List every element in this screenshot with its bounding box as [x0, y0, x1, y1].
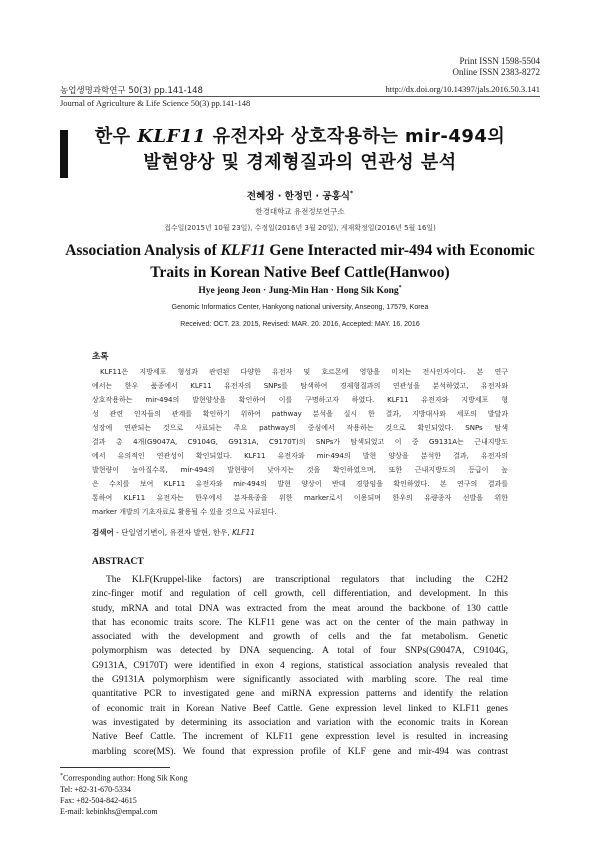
affiliation-en: Genomic Informatics Center, Hankyong national university, Anseong, 17579, Korea — [171, 304, 429, 311]
authors-ko: 전혜정 · 한정민 · 공홍식* — [246, 189, 354, 202]
title-ko — [70, 124, 530, 176]
affiliation-ko: 한경대학교 유전정보연구소 — [255, 207, 345, 216]
abstract-ko-body — [92, 365, 508, 519]
abstract-en-line: the G9131A polymorphism were significantly associated with marbling score. The real time — [92, 675, 508, 686]
abstract-en-line: study, mRNA and total DNA was extracted from the meat around the backbone of 130 cattle — [92, 603, 508, 614]
abstract-ko-line: 에서는 한우 품종에서 KLF11 유전자의 SNPs를 탐색하여 경제형질과의 연관성을 분석하였고, 유전자와 — [92, 382, 508, 390]
footnote-email[interactable]: E-mail: kebinkhs@empal.com — [60, 806, 158, 816]
abstract-en-line: G9131A, C9170T) were identified in exon 4 regions, statistical association analysis revealed that — [92, 660, 508, 671]
journal-name-en: Journal of Agriculture & Life Science 50(3) pp.141-148 — [60, 98, 251, 108]
abstract-en-heading: ABSTRACT — [92, 557, 144, 567]
keywords-label: 검색어 — [92, 528, 114, 537]
authors-en: Hye jeong Jeon · Jung-Min Han · Hong Sik Kong* — [198, 285, 402, 297]
online-issn: Online ISSN 2383-8272 — [452, 67, 540, 77]
header-rule — [60, 96, 540, 97]
abstract-ko-line: 상호작용하는 mir-494의 발현양상을 확인하여 이를 구명하고자 하였다. KLF11 유전자와 지방세포 형 — [92, 396, 508, 404]
title-accent-bar — [60, 130, 68, 178]
title-ko-gene: KLF11 — [137, 126, 206, 147]
footnote-author: *Corresponding author: Hong Sik Kong — [60, 773, 188, 783]
footnote-fax: Fax: +82-504-842-4615 — [60, 795, 137, 805]
journal-name-ko: 농업생명과학연구 50(3) pp.141-148 — [60, 86, 203, 96]
issn-block — [453, 56, 541, 78]
abstract-en-line: quantitative PCR to investigated gene and miRNA expression patterns and identify the relation — [92, 689, 508, 700]
footnote-tel: Tel: +82-31-670-5334 — [60, 784, 131, 794]
title-ko-line1: 한우 KLF11 유전자와 상호작용하는 mir-494의 — [94, 126, 506, 147]
abstract-ko-line: 발현량이 높아질수록, mir-494의 발현량이 낮아지는 것을 확인하였으며, 또한 근내지방도의 등급이 높 — [92, 466, 508, 474]
dates-en: Received: OCT. 23. 2015, Revised: MAR. 20. 2016, Accepted: MAY. 16. 2016 — [180, 321, 420, 328]
abstract-en-line: that has economic traits score. The KLF11 gene was act on the center of the main pathway in — [92, 617, 508, 628]
abstract-en-line: associated with the development and growth of cells and the fat metabolism. Genetic — [92, 632, 508, 643]
abstract-ko-line: marker 개발의 기초자료로 활용될 수 있을 것으로 사료된다. — [92, 508, 277, 516]
abstract-ko-line: 성장에 연관되는 것으로 사료되는 주요 pathway의 중심에서 작용하는 것으로 확인되었다. SNPs 탐색 — [92, 424, 508, 432]
abstract-en-line: of economic trait in Korean Native Beef Cattle. Gene expression level linked to KLF11 genes — [92, 703, 508, 714]
abstract-en-line: The KLF(Kruppel-like factors) are transcriptional regulators that including the C2H2 — [106, 575, 508, 585]
abstract-ko-line: 에서 유의적인 연관성이 확인되었다. KLF11 유전자와 mir-494의 발현 양상을 분석한 결과, 유전자의 — [92, 452, 508, 460]
abstract-en-line: zinc-finger motif and regulation of cell growth, cell differentiation, and development. In this — [92, 589, 508, 600]
corresponding-mark: * — [349, 189, 354, 197]
abstract-ko-line: 성 관련 인자들의 관계를 확인하기 위하여 pathway 분석을 실시 한 결과, 지방대사와 세포의 발달과 — [92, 410, 508, 418]
abstract-en-body — [92, 573, 508, 759]
abstract-en-line: marbling score(MS). We found that expression profile of KLF gene and mir-494 was contrast — [92, 746, 508, 757]
keywords: 검색어 - 단일염기변이, 유전자 발현, 한우, KLF11 — [92, 528, 256, 537]
abstract-en-line: was investigated by determining its association and variation with the economic traits in Korean — [92, 717, 508, 728]
footnote-rule — [60, 767, 170, 768]
title-en — [64, 240, 536, 284]
footnote — [60, 771, 187, 817]
print-issn: Print ISSN 1598-5504 — [459, 56, 540, 66]
title-en-line2: Traits in Korean Native Beef Cattle(Hanwoo) — [150, 264, 450, 281]
abstract-en-line: polymorphism was detected by DNA sequencing. A total of four SNPs(G9047A, C9104G, — [92, 646, 508, 657]
title-ko-line2: 발현양상 및 경제형질과의 연관성 분석 — [143, 152, 457, 173]
abstract-ko-heading: 초록 — [92, 352, 109, 362]
abstract-ko-line: KLF11은 지방세포 형성과 관련된 다양한 유전자 및 호르몬에 영향을 미치는 전사인자이다. 본 연구 — [100, 368, 508, 376]
abstract-en-line: Native Beef Cattle. The increment of KLF11 gene expresstion level is resulted in increasing — [92, 732, 508, 743]
title-en-line1: Association Analysis of KLF11 Gene Interacted mir-494 with Economic — [65, 242, 535, 259]
title-en-gene: KLF11 — [220, 242, 266, 259]
abstract-ko-line: 결과 총 4개(G9047A, C9104G, G9131A, C9170T)의 SNPs가 탐색되었고 이 중 G9131A는 근내지방도 — [92, 438, 508, 446]
doi-link[interactable]: http://dx.doi.org/10.14397/jals.2016.50.3.141 — [385, 84, 540, 94]
dates-ko: 접수일(2015년 10월 23일), 수정일(2016년 3월 20일), 게재확정일(2016년 5월 16일) — [164, 224, 436, 232]
abstract-ko-line: 통하여 KLF11 유전자는 한우에서 분자육종을 위한 marker로서 이용되며 한우의 유량종자 선발을 위한 — [92, 494, 508, 502]
abstract-ko-line: 은 수치를 보여 KLF11 유전자와 mir-494의 발현 양상이 반대 경향임을 확인하였다. 본 연구의 결과를 — [92, 480, 508, 488]
